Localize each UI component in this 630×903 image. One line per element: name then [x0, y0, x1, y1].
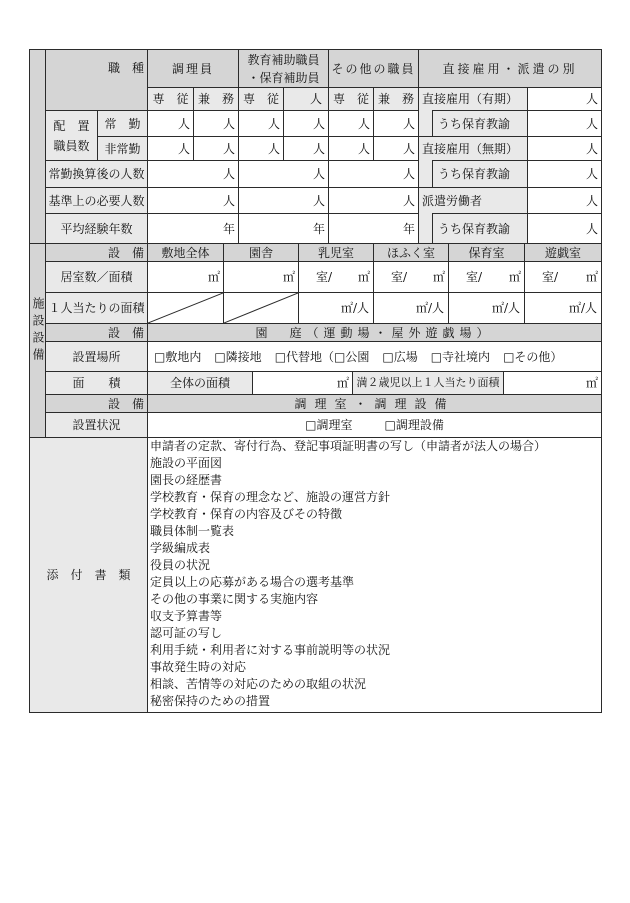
placement-staff-label	[45, 110, 98, 161]
assistant-concurrent-header: 人	[283, 87, 329, 111]
col-crawling-room: ほふく室	[373, 243, 449, 262]
adjacent-land-checkbox[interactable]: □隣接地	[214, 349, 262, 364]
list-item: 園長の経歴書	[150, 473, 223, 487]
sqm-unit: ㎡	[432, 270, 445, 284]
assistant-header-line2: ・保育補助員	[247, 70, 320, 85]
col-nursery-room: 保育室	[448, 243, 525, 262]
list-item: 利用手続・利用者に対する事前説明等の状況	[150, 643, 391, 657]
kitchen-status-label: 設置状況	[45, 412, 148, 438]
list-item: 学校教育・保育の理念など、施設の運営方針	[150, 490, 391, 504]
attachments-list	[147, 437, 602, 713]
list-item: 秘密保持のための措置	[150, 694, 271, 708]
list-item: 定員以上の応募がある場合の選考基準	[150, 575, 355, 589]
parttime-cook-concurrent-field[interactable]: 人	[193, 136, 239, 161]
col-building: 園舎	[223, 243, 299, 262]
fixed-term-teacher-label: うち保育教諭	[432, 110, 528, 137]
yard-area-label: 面 積	[45, 371, 148, 395]
room-unit: 室/	[542, 270, 559, 284]
dispatched-teacher-label: うち保育教諭	[432, 213, 528, 244]
room-unit: 室/	[391, 270, 408, 284]
room-unit: 室/	[466, 270, 483, 284]
sqm-unit: ㎡	[508, 270, 521, 284]
direct-indefinite-count[interactable]: 人	[527, 136, 602, 161]
col-infant-room: 乳児室	[298, 243, 374, 262]
placement-label-line1: 配 置	[53, 118, 90, 133]
closing-paren: ）	[550, 349, 563, 364]
direct-fixed-term-label: 直接雇用（有期）	[418, 87, 528, 111]
indefinite-teacher-label: うち保育教諭	[432, 160, 528, 188]
fulltime-cook-concurrent-field[interactable]: 人	[193, 110, 239, 137]
yard-title: 園 庭（運動場・屋外遊戯場）	[147, 323, 602, 342]
col-playroom: 遊戯室	[524, 243, 602, 262]
list-item: 施設の平面図	[150, 456, 223, 470]
list-item: 認可証の写し	[150, 626, 223, 640]
fte-assistant-field[interactable]: 人	[238, 160, 329, 188]
yard-total-area-label: 全体の面積	[147, 371, 253, 395]
list-item: 収支予算書等	[150, 609, 223, 623]
fixed-term-indent	[418, 110, 433, 137]
playroom-field[interactable]	[524, 261, 602, 293]
infant-room-field[interactable]	[298, 261, 374, 293]
parttime-other-concurrent-field[interactable]: 人	[373, 136, 419, 161]
nursery-room-field[interactable]	[448, 261, 525, 293]
fte-label: 常勤換算後の人数	[45, 160, 148, 188]
yard-total-area-field[interactable]: ㎡	[252, 371, 353, 395]
list-item: 相談、苦情等の対応のための取組の状況	[150, 677, 367, 691]
dispatched-label: 派遣労働者	[418, 187, 528, 214]
list-item: 事故発生時の対応	[150, 660, 247, 674]
placement-label-line2: 職員数	[53, 138, 90, 153]
other-concurrent-header: 兼 務	[373, 87, 419, 111]
list-item: 申請者の定款、寄付行為、登記事項証明書の写し（申請者が法人の場合）	[150, 439, 547, 453]
park-checkbox[interactable]: □公園	[334, 349, 370, 364]
crawling-room-per-person-field[interactable]: ㎡/人	[373, 292, 449, 324]
kitchen-equipment-checkbox[interactable]: □調理設備	[384, 418, 444, 432]
temple-shrine-checkbox[interactable]: □寺社境内	[430, 349, 491, 364]
facilities-section-text: 施設設備	[31, 296, 45, 365]
crawling-room-field[interactable]	[373, 261, 449, 293]
required-cook-field[interactable]: 人	[147, 187, 239, 214]
fulltime-cook-dedicated-field[interactable]: 人	[147, 110, 194, 137]
parttime-cook-dedicated-field[interactable]: 人	[147, 136, 194, 161]
fulltime-other-dedicated-field[interactable]: 人	[328, 110, 374, 137]
list-item: 学級編成表	[150, 541, 211, 555]
cook-dedicated-header: 専 従	[147, 87, 194, 111]
building-per-person-na	[223, 292, 299, 324]
alternative-land-checkbox[interactable]: □代替地（	[274, 349, 335, 364]
yard-location-options	[147, 341, 602, 372]
nursery-room-per-person-field[interactable]: ㎡/人	[448, 292, 525, 324]
kitchen-status-options	[147, 412, 602, 438]
job-type-header: 職 種	[45, 49, 148, 111]
required-staff-label: 基準上の必要人数	[45, 187, 148, 214]
experience-label: 平均経験年数	[45, 213, 148, 244]
indefinite-indent	[418, 160, 433, 188]
attachments-label: 添 付 書 類	[29, 437, 148, 713]
fulltime-other-concurrent-field[interactable]: 人	[373, 110, 419, 137]
facilities-section-label	[29, 243, 46, 438]
experience-other-field[interactable]: 年	[328, 213, 419, 244]
parttime-label: 非常勤	[97, 136, 148, 161]
playroom-per-person-field[interactable]: ㎡/人	[524, 292, 602, 324]
yard-equipment-label: 設 備	[45, 323, 148, 342]
kitchen-equipment-label: 設 備	[45, 394, 148, 413]
dispatched-indent	[418, 213, 433, 244]
direct-indefinite-label: 直接雇用（無期）	[418, 136, 528, 161]
room-unit: 室/	[316, 270, 333, 284]
sqm-unit: ㎡	[357, 270, 370, 284]
per-person-area-label: １人当たりの面積	[45, 292, 148, 324]
cook-column-header: 調理員	[147, 49, 239, 88]
dispatched-count[interactable]: 人	[527, 187, 602, 214]
list-item: 職員体制一覧表	[150, 524, 235, 538]
fulltime-label: 常 勤	[97, 110, 148, 137]
other-location-checkbox[interactable]: □その他	[503, 349, 551, 364]
indefinite-teacher-count[interactable]: 人	[527, 160, 602, 188]
assistant-dedicated-header: 専 従	[238, 87, 284, 111]
diagonal-slash	[224, 293, 298, 323]
sqm-unit: ㎡	[585, 270, 598, 284]
assistant-header-line1: 教育補助職員	[247, 52, 320, 67]
yard-per-child-area-label: 満２歳児以上１人当たり面積	[352, 371, 504, 395]
yard-per-child-area-field[interactable]: ㎡	[503, 371, 602, 395]
fte-cook-field[interactable]: 人	[147, 160, 239, 188]
building-area-field[interactable]: ㎡	[223, 261, 299, 293]
required-other-field[interactable]: 人	[328, 187, 419, 214]
fixed-term-teacher-count[interactable]: 人	[527, 110, 602, 137]
parttime-other-dedicated-field[interactable]: 人	[328, 136, 374, 161]
list-item: 学校教育・保育の内容及びその特徴	[150, 507, 343, 521]
equipment-header-label: 設 備	[45, 243, 148, 262]
other-staff-column-header: その他の職員	[328, 49, 419, 88]
list-item: 役員の状況	[150, 558, 211, 572]
direct-fixed-term-count[interactable]: 人	[527, 87, 602, 111]
fulltime-assistant-dedicated-field[interactable]: 人	[238, 110, 284, 137]
fulltime-assistant-concurrent-field[interactable]: 人	[283, 110, 329, 137]
kitchen-room-checkbox[interactable]: □調理室	[305, 418, 353, 432]
open-space-checkbox[interactable]: □広場	[382, 349, 418, 364]
employment-type-header: 直接雇用・派遣の別	[418, 49, 602, 88]
site-area-field[interactable]: ㎡	[147, 261, 224, 293]
dispatched-teacher-count[interactable]: 人	[527, 213, 602, 244]
parttime-assistant-concurrent-field[interactable]: 人	[283, 136, 329, 161]
staff-section-side-bar	[29, 49, 46, 244]
diagonal-slash	[148, 293, 223, 323]
parttime-assistant-dedicated-field[interactable]: 人	[238, 136, 284, 161]
assistant-column-header	[238, 49, 329, 88]
list-item: その他の事業に関する実施内容	[150, 592, 319, 606]
site-per-person-na	[147, 292, 224, 324]
experience-assistant-field[interactable]: 年	[238, 213, 329, 244]
rooms-area-label: 居室数／面積	[45, 261, 148, 293]
fte-other-field[interactable]: 人	[328, 160, 419, 188]
required-assistant-field[interactable]: 人	[238, 187, 329, 214]
other-dedicated-header: 専 従	[328, 87, 374, 111]
kitchen-title: 調理室・調理設備	[147, 394, 602, 413]
on-site-checkbox[interactable]: □敷地内	[154, 349, 202, 364]
infant-room-per-person-field[interactable]: ㎡/人	[298, 292, 374, 324]
yard-location-label: 設置場所	[45, 341, 148, 372]
experience-cook-field[interactable]: 年	[147, 213, 239, 244]
cook-concurrent-header: 兼 務	[193, 87, 239, 111]
col-whole-site: 敷地全体	[147, 243, 224, 262]
